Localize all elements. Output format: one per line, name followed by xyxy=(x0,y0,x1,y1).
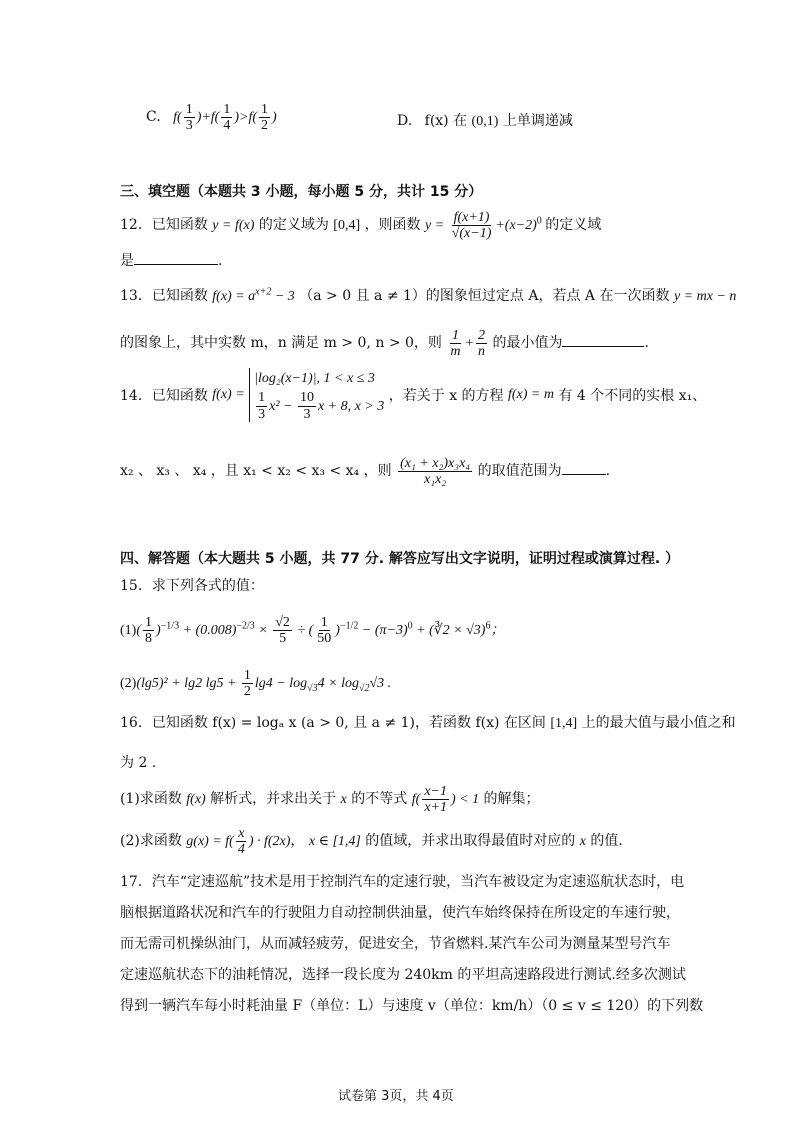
q14-line-2: x₂ 、 x₃ 、 x₄ ，且 x₁ < x₂ < x₃ < x₄ ，则 $\frac{\text{(x₁ + x₂)x₃x₄}}{\text{x₁x₂}}$ 的取值范围为 . xyxy=(120,456,611,488)
q16-part-2: (2)求函数 g(x) = f( $\frac{x}{4}$ ) · f(2x)， x ∈ [1,4] 的值域，并求出取得最值时对应的 x 的值. xyxy=(120,826,623,858)
q13-text-c: 的图象上，其中实数 m，n 满足 m > 0, n > 0，则 xyxy=(120,335,442,352)
page-footer: 试卷第 3页，共 4页 xyxy=(338,1089,454,1104)
q14-answer-blank[interactable] xyxy=(562,474,606,475)
q17-line-3: 而无需司机操纵油门，从而减轻疲劳，促进安全，节省燃料.某汽车公司为测量某型号汽车 xyxy=(120,936,671,952)
q16-text-b: 上的最大值与最小值之和 xyxy=(581,715,736,731)
q13-func: $f(x) = a^{x+2} - 3$ xyxy=(212,286,295,304)
q17-line-1: 17．汽车“定速巡航”技术是用于控制汽车的定速行驶，当汽车被设定为定速巡航状态时，电 xyxy=(120,874,685,890)
q14-line-1 xyxy=(120,368,706,422)
q16-part-1: (1)求函数 f(x) 解析式，并求出关于 x 的不等式 f( $\frac{x-1}{x+1}$ ) < 1 的解集； xyxy=(120,784,540,816)
section-4-title: 四、解答题（本大题共 5 小题，共 77 分. 解答应写出文字说明，证明过程或演算过程. ） xyxy=(120,551,680,567)
q17-line-2: 脑根据道路状况和汽车的行驶阻力自动控制供油量，使汽车始终保持在所设定的车速行驶， xyxy=(120,905,680,921)
q14-eq: f(x) = m xyxy=(508,387,554,403)
q13-text-d: 的最小值为 xyxy=(492,335,563,352)
q12-answer-blank[interactable] xyxy=(134,264,218,265)
q14-text-c: 有 4 个不同的实根 x₁、 xyxy=(558,388,707,405)
q14-case-1: |log₂(x−1)|, 1 < x ≤ 3 xyxy=(254,371,375,386)
q14-case-2: $\frac{1}{3}$ x² − $\frac{10}{3}$ x + 8, x > 3 xyxy=(258,390,385,422)
q14-text-b: ，若关于 x 的方程 xyxy=(388,388,504,405)
option-d-pre: f(x) 在 xyxy=(424,113,468,129)
q14-text-d: x₂ 、 x₃ 、 x₄ ，且 x₁ < x₂ < x₃ < x₄ ，则 xyxy=(120,463,392,480)
option-d-label: D. xyxy=(397,113,413,129)
q13-answer-blank[interactable] xyxy=(562,346,644,347)
q15-part-1: (1)( $\frac{1}{8}$ )$^{-1/3} + (0.008)^{-2/3}$ × $\frac{√2}{5}$ ÷ ( $\frac{1}{50}$ )$^{-1/2} - (\pi-3)^0$ + (∛2 × √3)$^6$； xyxy=(120,615,505,647)
q14-piecewise xyxy=(249,368,384,422)
q14-func-lhs: f(x) = xyxy=(212,387,245,403)
q12-line-2: 是 . xyxy=(120,253,223,269)
q16-line-1 xyxy=(120,712,736,732)
option-d-interval: (0,1) xyxy=(471,114,499,129)
q13-expr: $\frac{1}{m}$ + $\frac{2}{n}$ xyxy=(450,328,485,360)
q14-expr: $\frac{\text{(x₁ + x₂)x₃x₄}}{\text{x₁x₂}}$ xyxy=(400,456,471,488)
q15-part-2: (2)(lg5)² + lg2 lg5 + $\frac{1}{2}$ $\lg 4 - \log_{√3}4 \times \log_{√2}√3$ . xyxy=(120,668,392,700)
q13-text-b: （a > 0 且 a ≠ 1）的图象恒过定点 A，若点 A 在一次函数 xyxy=(299,288,670,304)
q12-text-a: 12．已知函数 xyxy=(120,217,208,234)
q14-text-e: 的取值范围为 xyxy=(477,463,562,480)
q16-line-2: 为 2 . xyxy=(120,755,157,771)
q12-domain: [0,4] xyxy=(333,218,361,234)
option-c-math: f( $\frac{1}{3}$ )+f( $\frac{1}{4}$ )>f( $\frac{1}{2}$ ) xyxy=(173,102,277,134)
q14-text-a: 14．已知函数 xyxy=(120,388,208,405)
q12-expr: y = $\frac{f(x+1)}{√(x-1)}$ $+(x-2)^0$ xyxy=(425,210,542,242)
option-d-post: 上单调递减 xyxy=(502,113,573,129)
option-c xyxy=(146,102,277,134)
q16-text-a: 16．已知函数 f(x) = logₐ x (a > 0, 且 a ≠ 1)，若函数 f(x) 在区间 xyxy=(120,715,546,731)
q17-line-5: 得到一辆汽车每小时耗油量 F（单位：L）与速度 v（单位：km/h）（0 ≤ v ≤ 120）的下列数 xyxy=(120,998,704,1014)
q13-line-2: 的图象上，其中实数 m，n 满足 m > 0, n > 0，则 $\frac{1}{m}$ + $\frac{2}{n}$ 的最小值为 . xyxy=(120,328,649,360)
q13-text-a: 13．已知函数 xyxy=(120,288,208,304)
q12-func: y = f(x) xyxy=(212,218,255,234)
q12-text-b: 的定义域为 xyxy=(258,217,329,234)
q12-text-d: 的定义域 xyxy=(545,217,602,234)
q12-text-e: 是 xyxy=(120,253,134,269)
q12-line-1 xyxy=(120,210,601,242)
q13-line-eq: y = mx − n xyxy=(673,289,737,304)
option-d xyxy=(397,110,573,130)
q13-line-1 xyxy=(120,285,736,305)
q12-text-c: ，则函数 xyxy=(364,217,421,234)
q17-line-4: 定速巡航状态下的油耗情况，选择一段长度为 240km 的平坦高速路段进行测试.经多次测试 xyxy=(120,967,686,983)
section-3-title: 三、填空题（本题共 3 小题，每小题 5 分，共计 15 分） xyxy=(120,184,483,200)
q16-interval: [1,4] xyxy=(550,716,578,731)
option-c-label: C. xyxy=(146,109,161,126)
q15-title: 15．求下列各式的值： xyxy=(120,578,264,594)
